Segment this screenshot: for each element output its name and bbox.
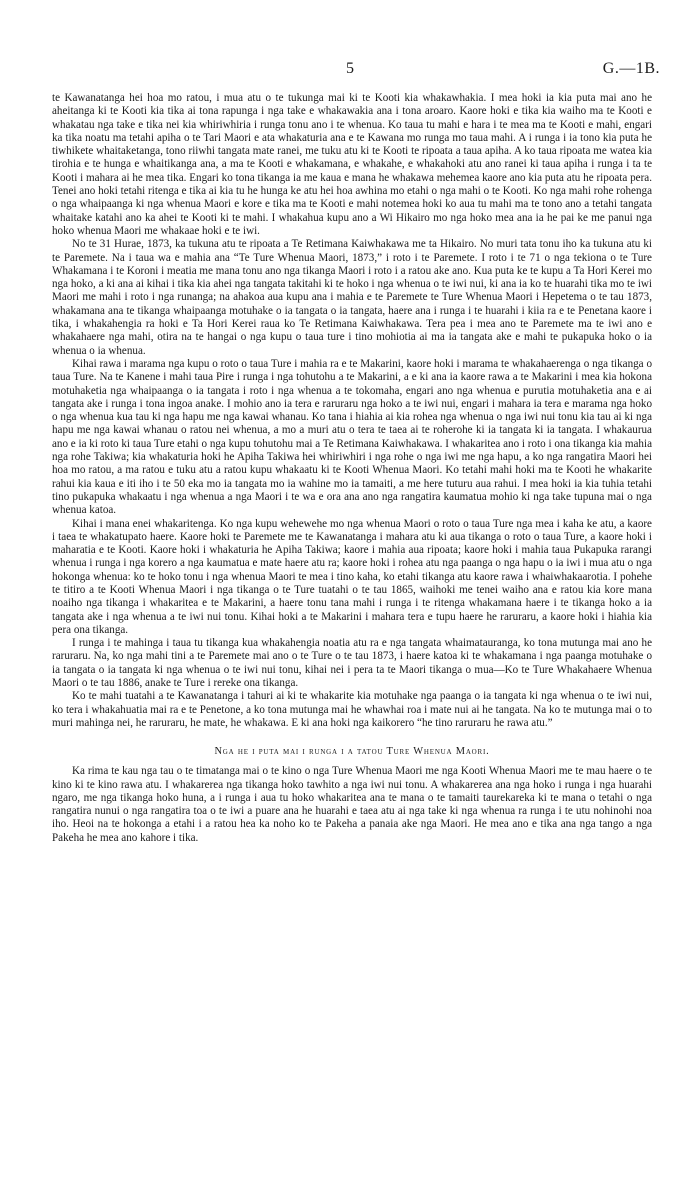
paragraph-continued: te Kawanatanga hei hoa mo ratou, i mua atu o te tukunga mai ki te Kooti kia whakawhakia. I mea hoki ia kia puta mai ano he aheitanga ki te Kooti kia tika ai tona rapunga i nga take e whakawakia ana i tona aroaro. Kaore hoki e tika kia waiho ma te Kooti e whakatau nga take e tika nei kia whiriwhiria i runga tonu ano i te whenua. Ko taua tu mahi e hara i te mea ma te Kooti e mahi, engari ka tika noatu ma tetahi apiha o te Tari Maori e ata whakaturia ana e te Kawana mo runga mo taua mahi. A i runga i ia tono kia puta he tiwhikete whaitaketanga, tono riiwhi tangata mate ranei, me tuku atu ki te Kooti te ripoata a taua apiha. A ko taua ripoata me watea kia tirohia e te hunga e whaitikanga ana, a ma te Kooti e whakamana, e whakahe, e whakahoki atu ano ranei ki taua apiha i runga i ta te Kooti i mahara ai he mea tika. Engari ko tona tikanga ia me kaua e mana he whakawa mehemea kaore ano kia puta atu he ripoata pera. Tenei ano hoki tetahi ritenga e tika ai kia tu he hunga ke atu hei hoa awhina mo etahi o nga mahi o te Kooti. Ko nga mahi rohe rohenga o nga whaipaanga ki nga whenua Maori e kore e tika ma te Kooti e mahi notemea hoki ko aua tu mahi ma te tono ano a tetahi tangata whaitake katahi ano ka ahei te Kooti ki te mahi. I whakahua kupu ano a Wi Hikairo mo nga hoko mea ana ia he pai ke me panui nga hoko whenua Maori me whakaae hoki e te iwi. <box>52 92 652 237</box>
paragraph: Kihai rawa i marama nga kupu o roto o taua Ture i mahia ra e te Makarini, kaore hoki i marama te whakahaerenga o nga tikanga o taua Ture. Na te Kanene i mahi taua Pire i runga i nga tohutohu a te Makarini, a e ki ana ia kaore rawa a te Makarini i mea kia hokona motuhaketia nga whaipaanga o ia tangata i roto i nga whenua a te tokomaha, engari ano nga whenua e purutia motuhaketia ana e ai tangata ake i runga i tona ingoa anake. I mohio ano ia tera e raruraru nga hoko a te iwi nui, engari i mahara ia tera e marama nga hoko o nga whenua kua tau ki nga hapu me nga kawai whanau. Ko tana i hiahia ai kia rohea nga whenua o nga iwi nui tonu kia tau ai ki nga hapu me nga kawai whanau o ratou nei whenua, a mo a muri atu o tera te taea ai te roherohe ki ia tangata ki ia tangata. I whakaurua ano e ia ki roto ki taua Ture etahi o nga kupu tohutohu mai a Te Retimana Kaiwhakawa. I whakaritea ano i roto i ona tikanga kia mahia nga rohe Takiwa; kia whakaturia hoki he Apiha Takiwa hei whiriwhiri i nga rohe o nga iwi me nga hapu, a ko nga rangatira Maori hei hoa mo ratou, a ma ratou e tuku atu a ratou kupu whakaatu ki te Kooti Whenua Maori. Ko tetahi mahi hoki ma te Kooti he whakarite rahui kia kaua e iti iho i te 50 eka mo ia tangata mo ia wahine mo ia tamaiti, a me here tuturu aua rahui. I mea hoki ia kia tuhia tetahi tino pukapuka whakaatu i nga whenua a nga Maori i te wa e ora ana ano nga rangatira kaumatua mohio ki nga take tupuna mai o nga whenua katoa. <box>52 357 652 517</box>
paragraph: Ka rima te kau nga tau o te timatanga mai o te kino o nga Ture Whenua Maori me nga Kooti Whenua Maori me te mau haere o te kino ki te kino rawa atu. I whakarerea nga tikanga hoko tawhito a nga iwi nui tonu. A whakarerea ana nga hoko i runga i nga huarahi ngaro, me nga tikanga hoko huna, a i runga i aua tu hoko whakaritea ana te mana o te tamaiti taurekareka ki te mana o tetahi o nga rangatira nunui o nga rangatira toa o te iwi a puare ana he huarahi e taea atu ai nga take ki nga whenua ra runga i te utu nohinohi noa iho. Heoi na te hokonga a etahi i a ratou hea ka noho ko te Pakeha a panaia ake nga Maori. He mea ano e tika ana nga tango a nga Pakeha he mea ano kahore i tika. <box>52 765 652 844</box>
page-number: 5 <box>346 60 354 77</box>
body-text <box>52 92 652 845</box>
paragraph: Kihai i mana enei whakaritenga. Ko nga kupu wehewehe mo nga whenua Maori o roto o taua Ture nga mea i kaha ke atu, a kaore i taea te whakatupato haere. Kaore hoki te Paremete me te Kawanatanga i mahara atu ki aua tikanga o roto o taua Ture, a kaore hoki i maharatia e te Kooti. Kaore hoki i whakaturia he Apiha Takiwa; kaore i mahia aua ripoata; kaore hoki i mahia taua Pukapuka rarangi whenua i runga i nga korero a nga kaumatua e mate haere atu ra; kaore hoki i rohea atu nga paanga o nga hapu o ia iwi i mua atu o nga hokonga whenua: ko te hoko tonu i nga whenua Maori te mea i tino kaha, ko etahi tikanga atu kaore rawa i whaiwhakaarotia. I pohehe te titiro a te Kooti Whenua Maori i nga tikanga o te Ture tuatahi o te tau 1865, waihoki me tenei waiho ana e ratou kia kore mana noaiho nga tikanga i whakaritea e te Makarini, a haere tonu tana mahi i runga i te ritenga whakamana haere i te tikanga hoko a ia tangata ake i nga whenua a te iwi nui tonu. Kihai hoki a te Makarini i mahara tera e tupu haere he raruraru, a kaore hoki i hiahia kia pera ona tikanga. <box>52 517 652 636</box>
paragraph: Ko te mahi tuatahi a te Kawanatanga i tahuri ai ki te whakarite kia motuhake nga paanga o ia tangata ki nga whenua o te iwi nui, ko tera i whakahuatia mai ra e te Penetone, a ko tona mutunga mai he whawhai roa i mate nui ai he tangata. Na ko te mutunga mai o to muri mahinga nei, he raruraru, he mate, he whakawa. E ki ana hoki nga kaikorero “he tino raruraru he rawa atu.” <box>52 690 652 729</box>
paragraph: I runga i te mahinga i taua tu tikanga kua whakahengia noatia atu ra e nga tangata whaimatauranga, ko tona mutunga mai ano he raruraru. Na, ko nga mahi tini a te Paremete mai ano o te Ture o te tau 1873, i haere katoa ki te whakamana i nga paanga motuhake o ia tangata o ia tangata ki nga whenua o te iwi nui tonu, kihai nei i pera ta te Maori tikanga o mua—Ko te Ture Whakahaere Whenua Maori o te tau 1886, anake te Ture i rereke ona tikanga. <box>52 637 652 690</box>
section-heading: Nga he i puta mai i runga i a tatou Ture Whenua Maori. <box>214 746 490 758</box>
paragraph: No te 31 Hurae, 1873, ka tukuna atu te ripoata a Te Retimana Kaiwhakawa me ta Hikairo. No muri tata tonu iho ka tukuna atu ki te Paremete. Na i taua wa e mahia ana “Te Ture Whenua Maori, 1873,” i roto i te Paremete. I roto i te 71 o nga tekiona o te Ture Whakamana i te Koroni i meatia me mana tonu ano nga tikanga Maori i roto i a ratou ake ano. Kua puta ke te kupu a Ta Hori Kerei mo nga hoko, a ki ana ai kihai i tika kia ahei nga tangata takitahi ki te hoko i nga whenua o te iwi nui, ki ana ia ko te huarahi tika mo te iwi Maori me mahi i roto i nga runanga; na ahakoa aua kupu ana i mahia e te Paremete te Ture Whenua Maori i Hepetema o te tau 1873, whakamana ana te tikanga whaipaanga motuhake o ia tangata o ia tangata, haere ana i runga i te huarahi i kiia ra e te Penetana kaore i tika, i whakahengia ra hoki e Ta Hori Kerei raua ko Te Retimana Kaiwhakawa. Tera pea i mea ano te Paremete ma te iwi ano e whakahaere nga mahi, otira na te hangai o nga kupu o taua ture i tino mohiotia ai ma ia tangata ake e mahi te pukapuka hoko o ia whenua o ia whenua. <box>52 238 652 357</box>
document-reference: G.—1B. <box>602 60 660 77</box>
